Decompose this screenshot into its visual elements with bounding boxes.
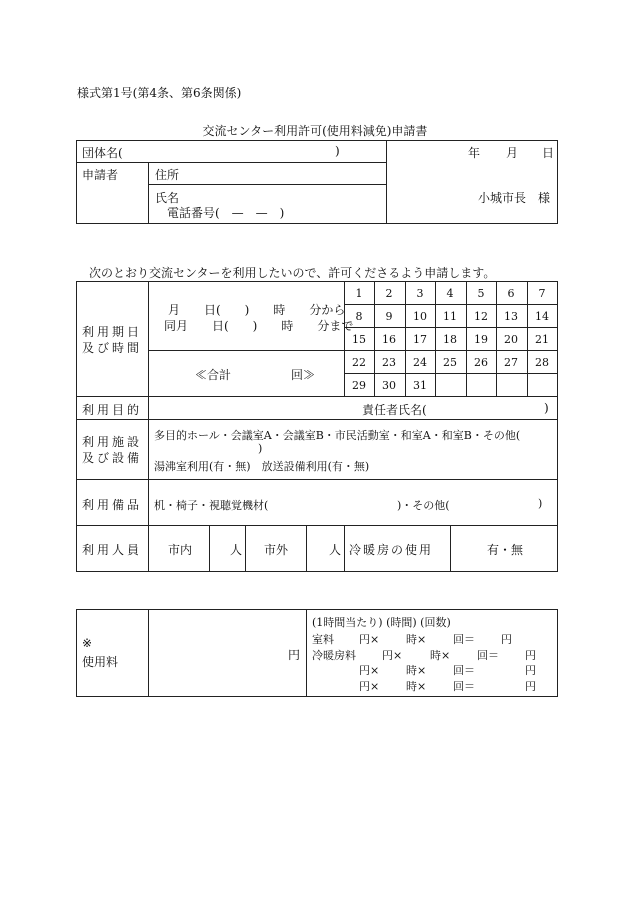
responsible-name-label: 責任者氏名( [362, 403, 427, 417]
aircon-fee-rate-unit: 円× [382, 649, 403, 662]
calendar-day[interactable]: 17 [413, 333, 427, 346]
calendar-day[interactable]: 9 [385, 310, 393, 323]
period-from-line: 月 日( ) 時 分から [168, 303, 346, 317]
out-city-count-field[interactable] [309, 538, 327, 556]
calendar-day[interactable]: 24 [413, 356, 427, 369]
room-fee-label: 室料 [312, 633, 334, 646]
group-name-label: 団体名( [82, 146, 123, 160]
calendar-day[interactable]: 13 [504, 310, 518, 323]
in-city-count-field[interactable] [212, 538, 228, 556]
calendar-day[interactable]: 31 [413, 379, 427, 392]
aircon-label: 冷暖房の使用 [349, 543, 434, 557]
calendar-day[interactable]: 2 [385, 287, 393, 300]
calendar-day[interactable]: 26 [474, 356, 488, 369]
applicant-label: 申請者 [82, 168, 119, 182]
calendar-day[interactable]: 4 [446, 287, 454, 300]
aircon-fee-times-unit: 回＝ [477, 649, 499, 662]
room-fee-hour-unit: 時× [406, 633, 427, 646]
extra-fee-total-unit: 円 [525, 680, 536, 693]
aircon-fee-hour-unit: 時× [430, 649, 451, 662]
calendar-day[interactable]: 1 [355, 287, 363, 300]
equipment-label: 利用備品 [82, 498, 143, 512]
address-label: 住所 [155, 168, 180, 182]
date-month: 月 [506, 146, 519, 160]
responsible-name-close: ) [544, 401, 549, 415]
equipment-other-label: )・その他( [397, 499, 450, 512]
calendar-day[interactable]: 25 [443, 356, 457, 369]
equipment-text[interactable]: 机・椅子・視聴覚機材( [154, 499, 269, 512]
room-fee-times-unit: 回＝ [453, 633, 475, 646]
calendar-day[interactable]: 12 [474, 310, 488, 323]
fee-label: 使用料 [82, 655, 119, 669]
people-label: 利用人員 [82, 543, 143, 557]
group-name-close: ) [335, 144, 340, 158]
calendar-day[interactable]: 20 [504, 333, 518, 346]
calendar-day[interactable]: 8 [355, 310, 363, 323]
purpose-field[interactable] [155, 400, 355, 416]
av-equipment-field[interactable] [280, 495, 392, 511]
calendar-day[interactable]: 30 [382, 379, 396, 392]
aircon-fee-total-unit: 円 [525, 649, 536, 662]
facilities-other-close: ) [258, 442, 263, 455]
other-equipment-field[interactable] [458, 495, 536, 511]
address-field[interactable] [185, 165, 380, 181]
extra-fee-hour-unit: 時× [406, 664, 427, 677]
form-number: 様式第1号(第4条、第6条関係) [77, 86, 242, 100]
calendar-day[interactable]: 15 [352, 333, 366, 346]
extra-fee-times-unit: 回＝ [453, 664, 475, 677]
calendar-day[interactable]: 22 [352, 356, 366, 369]
calendar-day[interactable]: 16 [382, 333, 396, 346]
room-fee-rate-unit: 円× [359, 633, 380, 646]
room-fee-total-unit: 円 [501, 633, 512, 646]
aircon-fee-label: 冷暖房料 [312, 649, 356, 662]
fee-header: (1時間当たり) (時間) (回数) [312, 616, 451, 629]
fee-yen: 円 [288, 648, 301, 662]
period-label-1: 利用期日 [82, 325, 143, 339]
calendar-day[interactable]: 28 [535, 356, 549, 369]
calendar-day[interactable]: 21 [535, 333, 549, 346]
period-total-line: ≪合計 回≫ [195, 368, 316, 382]
period-label-2: 及び時間 [82, 341, 143, 355]
name-field[interactable] [185, 188, 380, 204]
facilities-label-2: 及び設備 [82, 451, 143, 465]
group-name-field[interactable] [128, 143, 328, 159]
intro-text: 次のとおり交流センターを利用したいので、許可くださるよう申請します。 [89, 266, 496, 280]
period-to-line: 同月 日( ) 時 分まで [164, 319, 354, 333]
in-city-label: 市内 [168, 543, 193, 557]
extra-fee-rate-unit: 円× [359, 680, 380, 693]
facilities-options[interactable]: 多目的ホール・会議室A・会議室B・市民活動室・和室A・和室B・その他( [154, 429, 521, 442]
equipment-close: ) [538, 497, 543, 510]
responsible-name-field[interactable] [432, 400, 542, 416]
calendar-day[interactable]: 6 [507, 287, 515, 300]
period-datetime-field[interactable] [155, 290, 335, 340]
facilities-label-1: 利用施設 [82, 435, 143, 449]
date-year: 年 [468, 146, 481, 160]
extra-fee-rate-unit: 円× [359, 664, 380, 677]
date-day: 日 [542, 146, 555, 160]
extra-fee-total-unit: 円 [525, 664, 536, 677]
form-title: 交流センター利用許可(使用料減免)申請書 [202, 124, 428, 138]
calendar-day[interactable]: 19 [474, 333, 488, 346]
purpose-label: 利用目的 [82, 403, 143, 417]
extra-fee-times-unit: 回＝ [453, 680, 475, 693]
calendar-day[interactable]: 5 [477, 287, 485, 300]
calendar-day[interactable]: 18 [443, 333, 457, 346]
calendar-day[interactable]: 23 [382, 356, 396, 369]
name-label: 氏名 [155, 191, 180, 205]
calendar-day[interactable]: 29 [352, 379, 366, 392]
fee-total-field[interactable] [155, 640, 285, 658]
calendar-day[interactable]: 10 [413, 310, 427, 323]
calendar-day[interactable]: 11 [443, 310, 457, 323]
phone-label: 電話番号( — — ) [167, 206, 285, 220]
calendar-day[interactable]: 7 [538, 287, 546, 300]
extra-fee-hour-unit: 時× [406, 680, 427, 693]
calendar-day[interactable]: 27 [504, 356, 518, 369]
out-city-unit: 人 [329, 543, 342, 557]
aircon-value[interactable]: 有・無 [487, 543, 524, 557]
facilities-utilities[interactable]: 湯沸室利用(有・無) 放送設備利用(有・無) [154, 460, 370, 473]
out-city-label: 市外 [264, 543, 289, 557]
calendar-day[interactable]: 3 [416, 287, 424, 300]
fee-mark: ※ [82, 636, 93, 650]
addressee: 小城市長 様 [478, 191, 551, 205]
calendar-day[interactable]: 14 [535, 310, 549, 323]
in-city-unit: 人 [230, 543, 243, 557]
